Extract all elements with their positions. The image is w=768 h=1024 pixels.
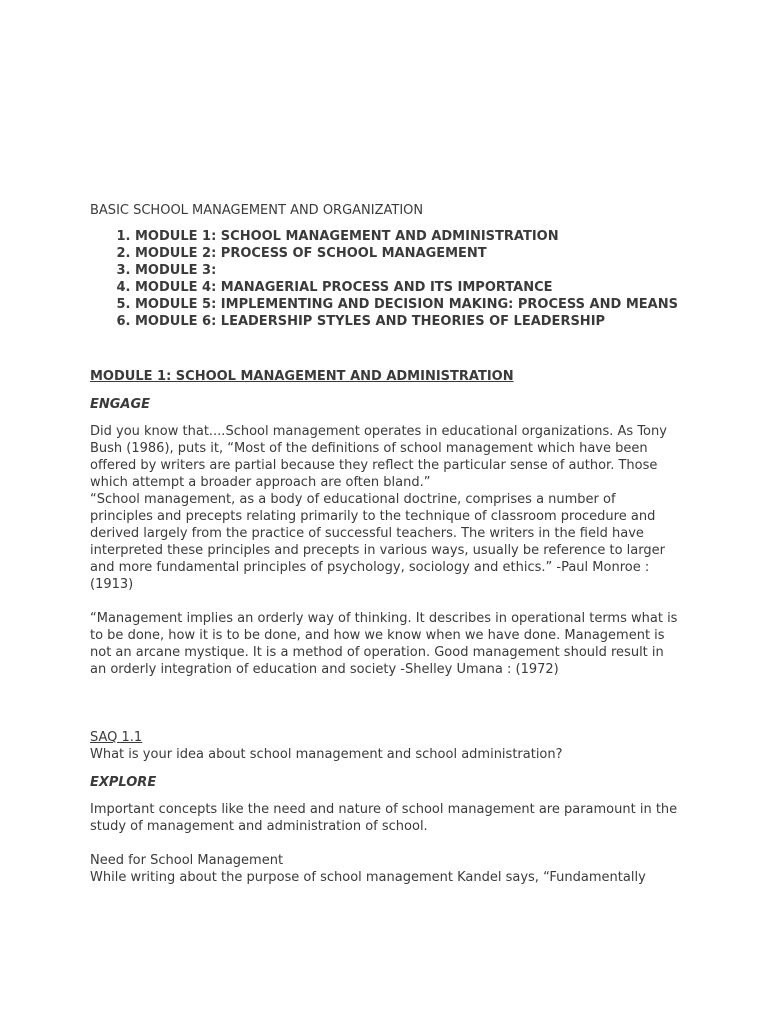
module-list-item: 5. MODULE 5: IMPLEMENTING AND DECISION MAKING: PROCESS AND MEANS (135, 296, 680, 313)
module-list-item: 4. MODULE 4: MANAGERIAL PROCESS AND ITS IMPORTANCE (135, 279, 680, 296)
document-title: BASIC SCHOOL MANAGEMENT AND ORGANIZATION (90, 203, 424, 218)
module-list-item: 1. MODULE 1: SCHOOL MANAGEMENT AND ADMINISTRATION (135, 228, 680, 245)
engage-paragraph-1: Did you know that....School management operates in educational organizations. As Tony Bush (1986), puts it, “Most of the definitions of school management which have been offered by writers are partial because they reflect the particular sense of author. Those which attempt a broader approach are often bland.” (90, 424, 667, 490)
module-list-item: 2. MODULE 2: PROCESS OF SCHOOL MANAGEMENT (135, 245, 680, 262)
saq-question: What is your idea about school management and school administration? (90, 747, 563, 762)
module-list (90, 228, 680, 330)
engage-paragraph-2: “School management, as a body of educational doctrine, comprises a number of principles and precepts relating primarily to the technique of classroom procedure and derived largely from the practice of successful teachers. The writers in the field have interpreted these principles and precepts in various ways, usually be reference to larger and more fundamental principles of psychology, sociology and ethics.” -Paul Monroe : (1913) (90, 492, 665, 592)
document-page (90, 202, 680, 886)
engage-label: ENGAGE (90, 397, 151, 412)
module-list-item: 6. MODULE 6: LEADERSHIP STYLES AND THEORIES OF LEADERSHIP (135, 313, 680, 330)
saq-label: SAQ 1.1 (90, 730, 143, 745)
module-list-item: 3. MODULE 3: (135, 262, 680, 279)
module1-heading: MODULE 1: SCHOOL MANAGEMENT AND ADMINISTRATION (90, 369, 514, 384)
engage-paragraph-3: “Management implies an orderly way of thinking. It describes in operational terms what is to be done, how it is to be done, and how we know when we have done. Management is not an arcane mystique. It is a method of operation. Good management should result in an orderly integration of education and society -Shelley Umana : (1972) (90, 611, 678, 677)
need-heading: Need for School Management (90, 853, 284, 868)
explore-paragraph: Important concepts like the need and nature of school management are paramount in the study of management and administration of school. (90, 802, 678, 834)
explore-label: EXPLORE (90, 775, 157, 790)
need-paragraph: While writing about the purpose of school management Kandel says, “Fundamentally (90, 870, 646, 885)
